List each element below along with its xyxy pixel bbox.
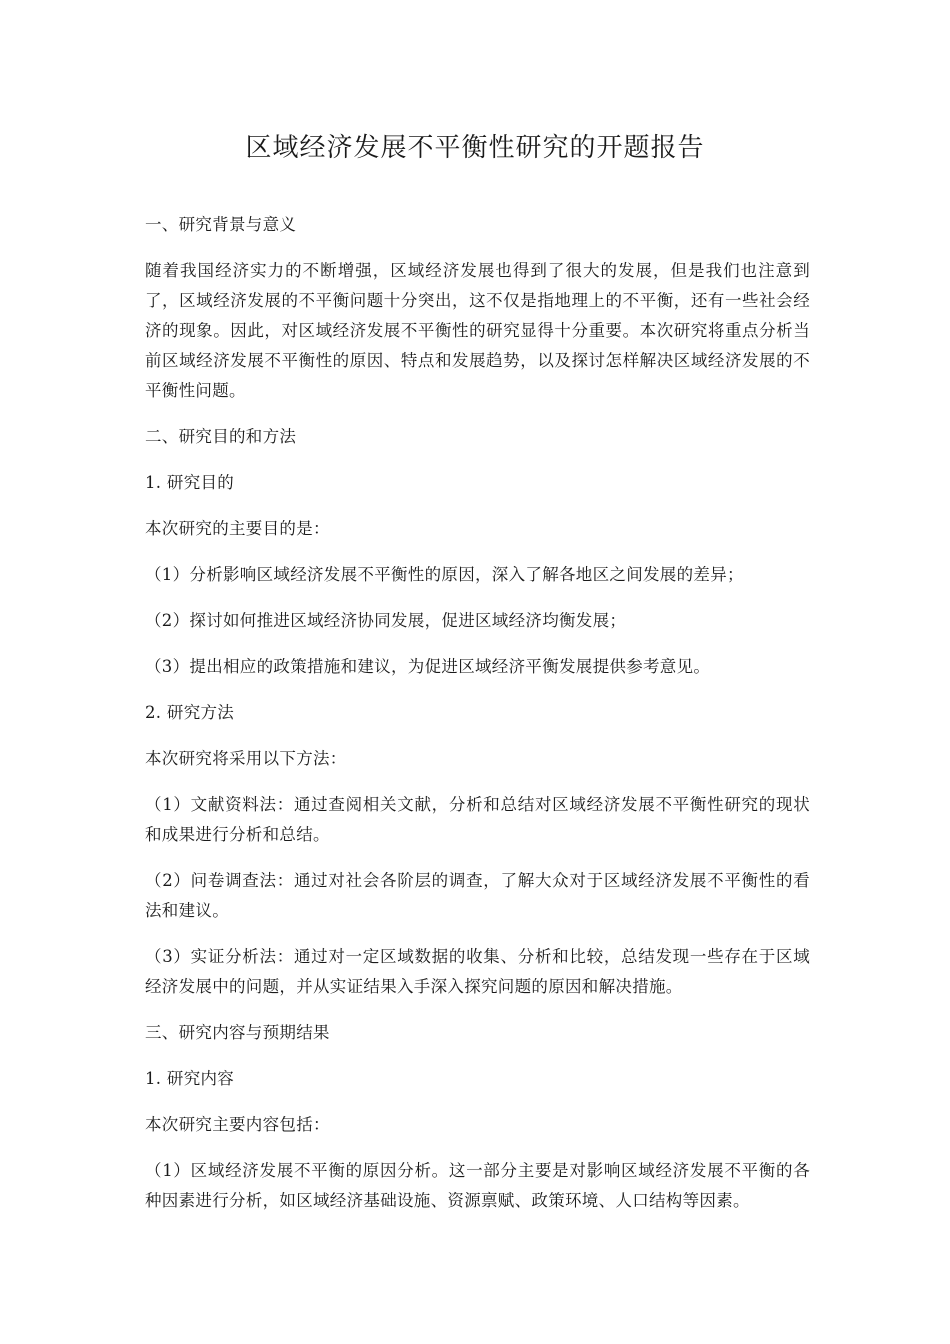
document-body	[145, 210, 810, 1216]
subsection-heading: 1. 研究目的	[145, 473, 235, 492]
paragraph: 本次研究将采用以下方法：	[145, 749, 347, 768]
list-item: （3）提出相应的政策措施和建议，为促进区域经济平衡发展提供参考意见。	[145, 657, 711, 676]
subsection-heading: 1. 研究内容	[145, 1069, 235, 1088]
paragraph: 本次研究的主要目的是：	[145, 519, 330, 538]
paragraph: 本次研究主要内容包括：	[145, 1115, 330, 1134]
paragraph: 随着我国经济实力的不断增强，区域经济发展也得到了很大的发展，但是我们也注意到了，区域经济发展的不平衡问题十分突出，这不仅是指地理上的不平衡，还有一些社会经济的现象。因此，对区域经济发展不平衡性的研究显得十分重要。本次研究将重点分析当前区域经济发展不平衡性的原因、特点和发展趋势，以及探讨怎样解决区域经济发展的不平衡性问题。	[145, 261, 810, 400]
list-item: （1）区域经济发展不平衡的原因分析。这一部分主要是对影响区域经济发展不平衡的各种因素进行分析，如区域经济基础设施、资源禀赋、政策环境、人口结构等因素。	[145, 1161, 810, 1210]
list-item: （1）分析影响区域经济发展不平衡性的原因，深入了解各地区之间发展的差异；	[145, 565, 744, 584]
section-heading: 三、研究内容与预期结果	[145, 1023, 330, 1042]
subsection-heading: 2. 研究方法	[145, 703, 235, 722]
list-item: （3）实证分析法：通过对一定区域数据的收集、分析和比较，总结发现一些存在于区域经济发展中的问题，并从实证结果入手深入探究问题的原因和解决措施。	[145, 947, 810, 996]
list-item: （2）探讨如何推进区域经济协同发展，促进区域经济均衡发展；	[145, 611, 627, 630]
section-heading: 一、研究背景与意义	[145, 215, 297, 234]
list-item: （1）文献资料法：通过查阅相关文献，分析和总结对区域经济发展不平衡性研究的现状和成果进行分析和总结。	[145, 795, 810, 844]
document-title: 区域经济发展不平衡性研究的开题报告	[245, 133, 705, 163]
section-heading: 二、研究目的和方法	[145, 427, 297, 446]
list-item: （2）问卷调查法：通过对社会各阶层的调查，了解大众对于区域经济发展不平衡性的看法和建议。	[145, 871, 810, 920]
